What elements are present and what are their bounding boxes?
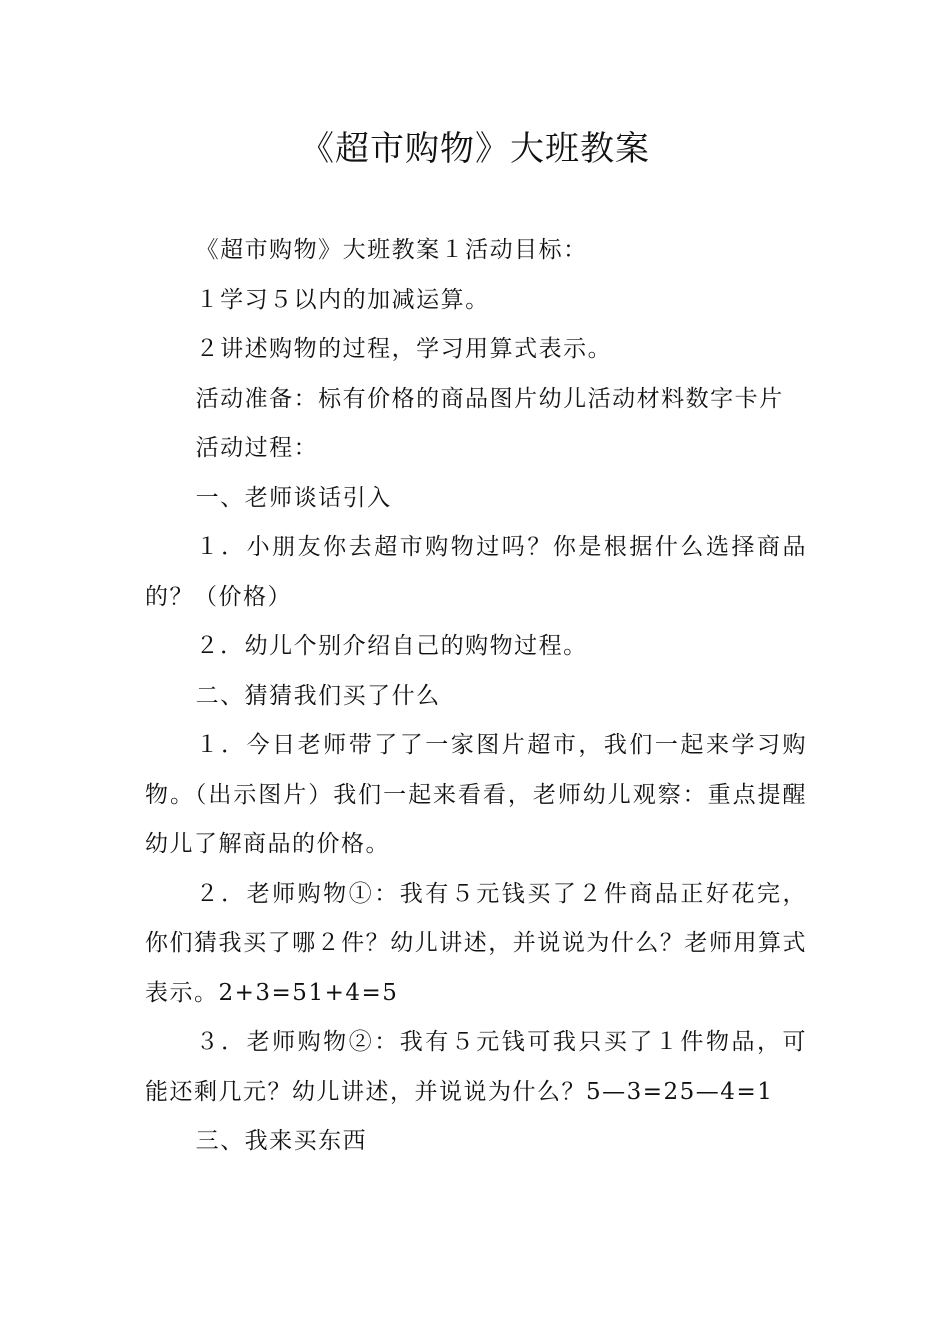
paragraph: ２．老师购物①：我有５元钱买了２件商品正好花完，你们猜我买了哪２件？幼儿讲述，并说说为什么？老师用算式表示。2+3=51+4=5 xyxy=(145,880,807,1006)
document-title: 《超市购物》大班教案 xyxy=(300,129,650,169)
paragraph: 活动过程： xyxy=(195,435,319,461)
paragraph: 一、老师谈话引入 xyxy=(195,484,392,511)
document-body xyxy=(145,226,807,1167)
paragraph: 三、我来买东西 xyxy=(195,1128,368,1154)
paragraph: 活动准备：标有价格的商品图片幼儿活动材料数字卡片 xyxy=(195,385,784,412)
paragraph: １学习５以内的加减运算。 xyxy=(195,286,490,313)
paragraph: １．小朋友你去超市购物过吗？你是根据什么选择商品的？（价格） xyxy=(145,534,807,610)
paragraph: 二、猜猜我们买了什么 xyxy=(195,682,441,709)
paragraph: 《超市购物》大班教案１活动目标： xyxy=(195,237,588,263)
paragraph: ２讲述购物的过程，学习用算式表示。 xyxy=(195,336,613,362)
paragraph: ３．老师购物②：我有５元钱可我只买了１件物品，可能还剩几元？幼儿讲述，并说说为什么？5—3=25—4=1 xyxy=(145,1029,807,1105)
paragraph: ２．幼儿个别介绍自己的购物过程。 xyxy=(195,633,588,659)
paragraph: １．今日老师带了了一家图片超市，我们一起来学习购物。（出示图片）我们一起来看看，老师幼儿观察：重点提醒幼儿了解商品的价格。 xyxy=(145,732,807,857)
